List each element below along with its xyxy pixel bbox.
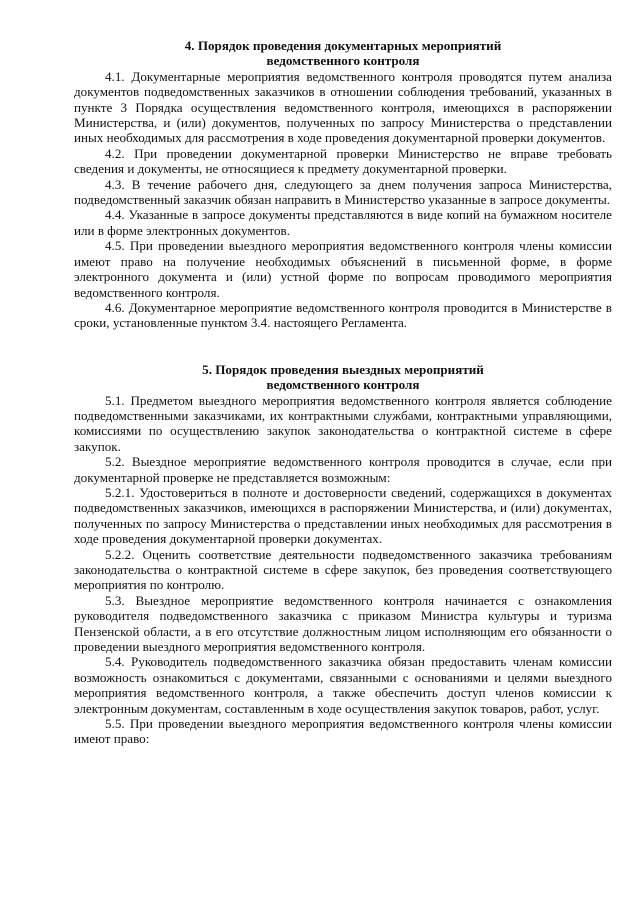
paragraph-4-2: 4.2. При проведении документарной проверки Министерство не вправе требовать сведения и документы, не относящиеся к предмету документарной проверки. [74, 145, 612, 177]
paragraph-5-3: 5.3. Выездное мероприятие ведомственного контроля начинается с ознакомления руководителя подведомственного заказчика с приказом Министра культуры и туризма Пензенской области, а в его отсутствие должностным лицом исполняющим его обязанности о проведении выездного мероприятия ведомственного контроля. [74, 592, 612, 655]
paragraph-4-3: 4.3. В течение рабочего дня, следующего за днем получения запроса Министерства, подведомственный заказчик обязан направить в Министерство указанные в запросе документы. [74, 176, 612, 208]
section-4-title-line-1: 4. Порядок проведения документарных мероприятий [184, 38, 502, 53]
paragraph-5-1: 5.1. Предметом выездного мероприятия ведомственного контроля является соблюдение подведомственными заказчиками, их контрактными службами, контрактными управляющими, комиссиями по осуществлению закупок законодательства о контрактной системе в сфере закупок. [74, 392, 612, 454]
paragraph-5-2-1: 5.2.1. Удостовериться в полноте и достоверности сведений, содержащихся в документах подведомственных заказчиков, имеющихся в распоряжении Министерства, и (или) документах, полученных по запросу Министерства о представлении иных необходимых для рассмотрения в ходе проведения документарной проверки документах. [74, 484, 612, 547]
section-spacer [74, 331, 612, 362]
paragraph-5-2-2: 5.2.2. Оценить соответствие деятельности подведомственного заказчика требованиям законодательства о контрактной системе в сфере закупок, без проведения соответствующего мероприятия по контролю. [74, 546, 612, 593]
paragraph-4-4: 4.4. Указанные в запросе документы представляются в виде копий на бумажном носителе или в форме электронных документов. [74, 207, 612, 238]
section-5-title-line-2: ведомственного контроля [266, 377, 420, 393]
paragraph-4-1: 4.1. Документарные мероприятия ведомственного контроля проводятся путем анализа документов подведомственных заказчиков в отношении соблюдения требований, указанных в пункте 3 Порядка осуществления ведомственного контроля, имеющихся в распоряжении Министерства, и (или) документов, полученных по запросу Министерства о представлении иных необходимых для рассмотрения в ходе проведения документарной проверки документов. [74, 68, 612, 146]
paragraph-5-5: 5.5. При проведении выездного мероприятия ведомственного контроля члены комиссии имеют право: [74, 716, 612, 747]
paragraph-4-6: 4.6. Документарное мероприятие ведомственного контроля проводится в Министерстве в сроки, установленные пунктом 3.4. настоящего Регламента. [74, 299, 612, 331]
paragraph-5-4: 5.4. Руководитель подведомственного заказчика обязан предоставить членам комиссии возможность ознакомиться с документами, связанными с основаниями и целями выездного мероприятия ведомственного контроля, а также обеспечить доступ членов комиссии к электронным документам, составленным в ходе осуществления закупок товаров, работ, услуг. [74, 654, 612, 716]
section-4-title-line-2: ведомственного контроля [266, 53, 420, 69]
section-4-heading [74, 38, 612, 69]
section-5-heading [74, 362, 612, 393]
section-5-title-line-1: 5. Порядок проведения выездных мероприятий [202, 361, 484, 377]
paragraph-4-5: 4.5. При проведении выездного мероприятия ведомственного контроля члены комиссии имеют право на получение необходимых объяснений в письменной форме, в форме электронного документа и (или) устной форме по вопросам проводимого мероприятия ведомственного контроля. [74, 238, 612, 300]
paragraph-5-2: 5.2. Выездное мероприятие ведомственного контроля проводится в случае, если при документарной проверке не представляется возможным: [74, 454, 612, 485]
